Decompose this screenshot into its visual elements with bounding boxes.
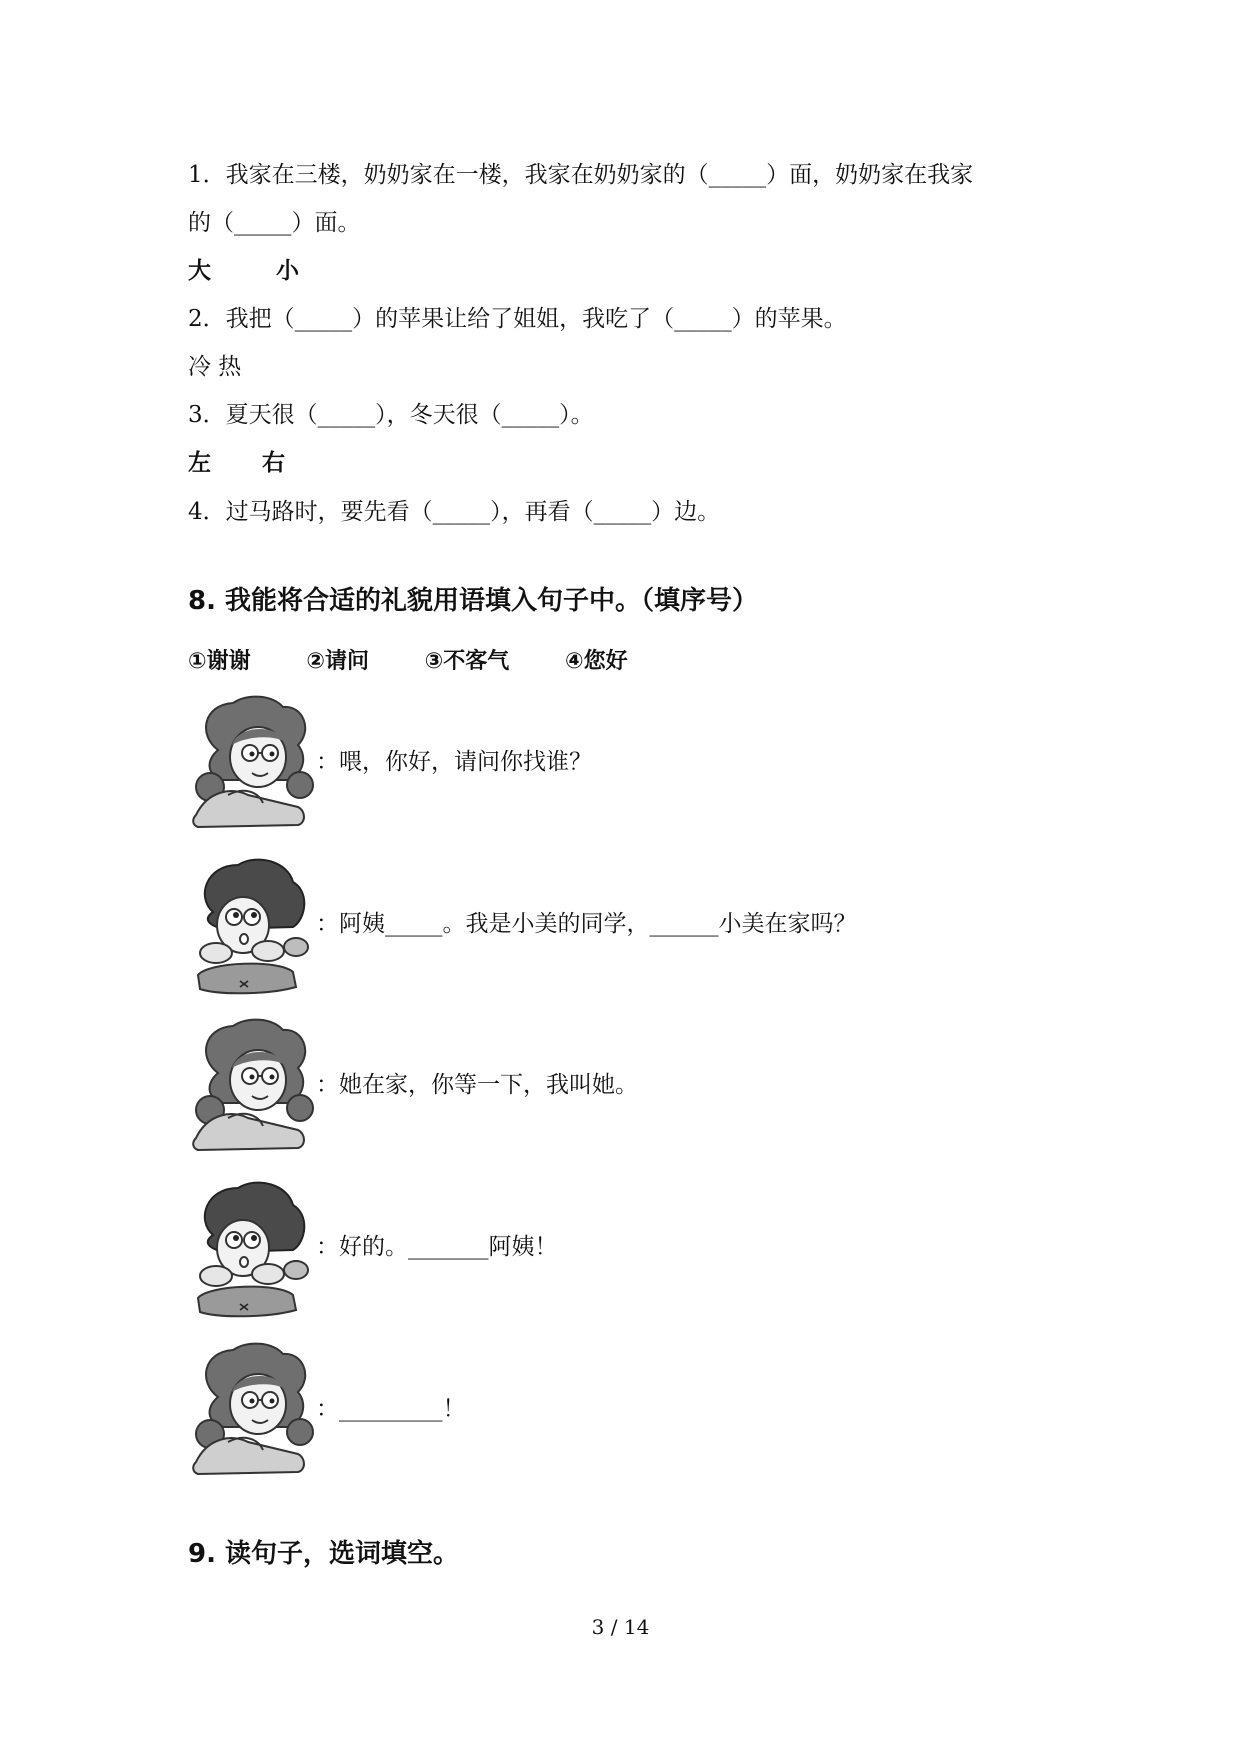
choice-thanks: ①谢谢: [188, 649, 251, 674]
page-number: 3 / 14: [591, 1615, 650, 1639]
q7-option-small: 小: [276, 258, 299, 284]
q7-sentence-2: 2．我把（_____）的苹果让给了姐姐，我吃了（_____）的苹果。: [188, 306, 847, 332]
girl-icon: [188, 695, 318, 835]
boy-icon: [188, 1180, 318, 1320]
q9-title: 9. 读句子，选词填空。: [188, 1539, 460, 1569]
dialog-text: ：喂，你好，请问你找谁？: [316, 749, 592, 775]
choice-hello: ④您好: [564, 649, 628, 674]
choice-excuse-me: ②请问: [306, 649, 369, 674]
boy-icon: [188, 857, 318, 997]
q7-sentence-3: 3．夏天很（_____），冬天很（_____）。: [188, 402, 594, 428]
dialog-line-1: [188, 695, 1088, 835]
q8-choices: [188, 647, 676, 677]
girl-icon: [188, 1018, 318, 1158]
dialog-line-5: [188, 1342, 1088, 1482]
dialog-line-4: [188, 1180, 1088, 1320]
dialog-text: ：她在家，你等一下，我叫她。: [316, 1072, 638, 1098]
dialog-text: ：好的。_______阿姨！: [316, 1234, 558, 1260]
q7-option-big: 大: [188, 258, 211, 284]
q7-options-cold-hot: 冷 热: [188, 354, 242, 380]
dialog-line-3: [188, 1018, 1088, 1158]
dialog-text: ：阿姨_____。我是小美的同学，______小美在家吗？: [316, 911, 857, 937]
q7-sentence-4: 4．过马路时，要先看（_____），再看（_____）边。: [188, 499, 721, 525]
q7-sentence-1-line-1: 1．我家在三楼，奶奶家在一楼，我家在奶奶家的（_____）面，奶奶家在我家: [188, 162, 974, 188]
q7-option-left: 左: [188, 450, 211, 476]
q8-title: 8. 我能将合适的礼貌用语填入句子中。（填序号）: [188, 586, 759, 616]
dialog-line-2: [188, 857, 1088, 997]
girl-icon: [188, 1342, 318, 1482]
choice-youre-welcome: ③不客气: [424, 649, 510, 674]
dialog-text: ：_________！: [316, 1396, 466, 1422]
q7-option-right: 右: [262, 450, 285, 476]
q7-sentence-1-line-2: 的（_____）面。: [188, 210, 361, 236]
